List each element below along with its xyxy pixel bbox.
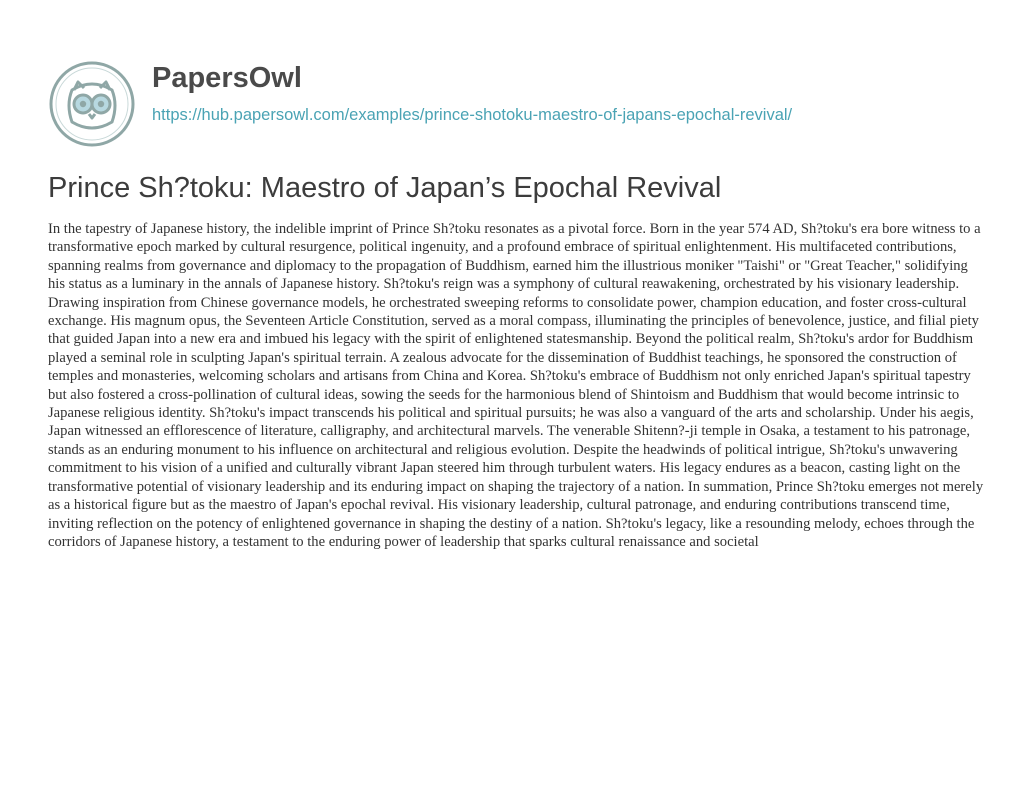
page-url[interactable]: https://hub.papersowl.com/examples/prince-shotoku-maestro-of-japans-epochal-revival/ <box>152 106 793 124</box>
brand-name: PapersOwl <box>152 62 302 94</box>
page-title: Prince Sh?toku: Maestro of Japan’s Epochal Revival <box>48 172 722 204</box>
site-header <box>48 60 988 140</box>
owl-icon <box>48 60 136 148</box>
article-body: In the tapestry of Japanese history, the indelible imprint of Prince Sh?toku resonates as a pivotal force. Born in the year 574 AD, Sh?toku's era bore witness to a transformative epoch marked by cultural resurgence, political ingenuity, and a profound embrace of spiritual enlightenment. His multifaceted contributions, spanning realms from governance and diplomacy to the propagation of Buddhism, earned him the illustrious moniker "Taishi" or "Great Teacher," solidifying his status as a luminary in the annals of Japanese history. Sh?toku's reign was a symphony of cultural reawakening, orchestrated by his visionary leadership. Drawing inspiration from Chinese governance models, he orchestrated sweeping reforms to consolidate power, champion education, and foster cross-cultural exchange. His magnum opus, the Seventeen Article Constitution, served as a moral compass, illuminating the principles of benevolence, justice, and filial piety that guided Japan into a new era and imbued his legacy with the spirit of enlightened statesmanship. Beyond the political realm, Sh?toku's ardor for Buddhism played a seminal role in sculpting Japan's spiritual terrain. A zealous advocate for the dissemination of Buddhist teachings, he sponsored the construction of temples and monasteries, welcoming scholars and artisans from China and Korea. Sh?toku's embrace of Buddhism not only enriched Japan's spiritual tapestry but also fostered a cross-pollination of cultural ideas, sowing the seeds for the harmonious blend of Shintoism and Buddhism that would become intrinsic to Japanese religious identity. Sh?toku's impact transcends his political and spiritual pursuits; he was also a vanguard of the arts and scholarship. Under his aegis, Japan witnessed an efflorescence of literature, calligraphy, and architectural marvels. The venerable Shitenn?-ji temple in Osaka, a testament to his patronage, stands as an enduring monument to his influence on architectural and religious evolution. Despite the headwinds of political intrigue, Sh?toku's unwavering commitment to his vision of a unified and culturally vibrant Japan steered him through turbulent waters. His legacy endures as a beacon, casting light on the transformative potential of visionary leadership and its enduring impact on shaping the trajectory of a nation. In summation, Prince Sh?toku emerges not merely as a historical figure but as the maestro of Japan's epochal revival. His visionary leadership, cultural patronage, and enduring contributions transcend time, inviting reflection on the potency of enlightened governance in shaping the destiny of a nation. Sh?toku's legacy, like a resounding melody, echoes through the corridors of Japanese history, a testament to the enduring power of leadership that sparks cultural renaissance and societal <box>48 221 984 550</box>
